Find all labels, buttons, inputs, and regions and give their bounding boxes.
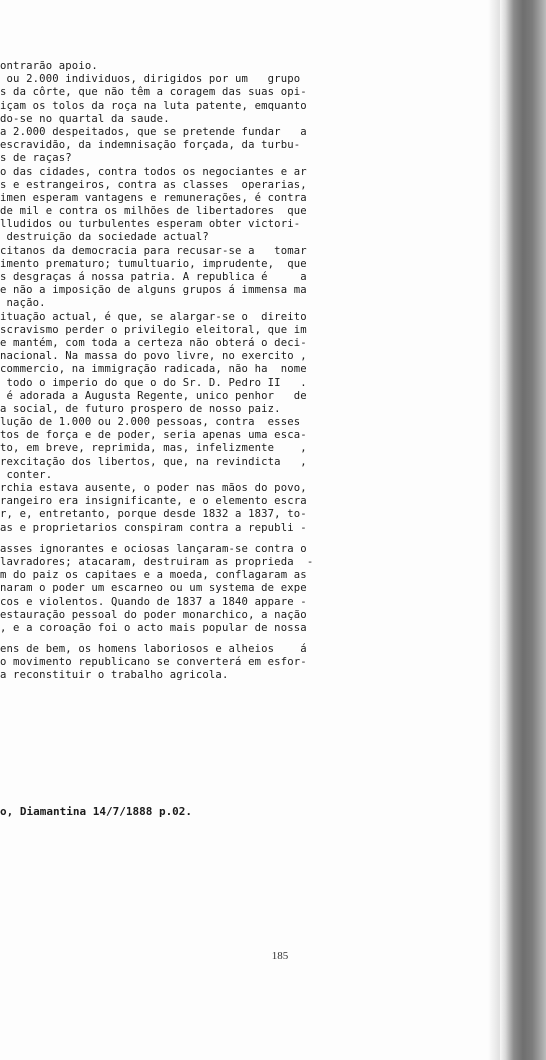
- text-line: e não a imposição de alguns grupos á immensa ma: [0, 284, 307, 297]
- text-line: lavradores; atacaram, destruiram as propriedа -: [0, 555, 314, 568]
- text-line: lução de 1.000 ou 2.000 pessoas, contra esses: [0, 416, 301, 429]
- text-line: içam os tolos da roça na luta patente, emquanto: [0, 99, 307, 112]
- text-line: commercio, na immigração radicada, não ha nome: [0, 363, 307, 376]
- text-line: ou 2.000 individuos, dirigidos por um grupo: [0, 73, 301, 86]
- text-line: escravidão, da indemnisação forçada, da turbu-: [0, 139, 301, 152]
- text-line: a reconstituir o trabalho agricola.: [0, 669, 229, 682]
- text-line: s e estrangeiros, contra as classes operarias,: [0, 178, 307, 191]
- paragraph-gap: [0, 535, 506, 543]
- text-line: todo o imperio do que o do Sr. D. Pedro II .: [0, 376, 307, 389]
- body-text: [0, 60, 506, 683]
- text-line: cos e violentos. Quando de 1837 a 1840 appare -: [0, 595, 307, 608]
- text-line: ens de bem, os homens laboriosos e alheios á: [0, 643, 307, 656]
- text-line: de mil e contra os milhões de libertadores que: [0, 205, 307, 218]
- text-line: nacional. Na massa do povo livre, no exercito ,: [0, 350, 307, 363]
- text-line: a social, de futuro prospero de nosso paiz.: [0, 402, 281, 415]
- text-line: asses ignorantes e ociosas lançaram-se contra o: [0, 542, 307, 555]
- text-line: o movimento republicano se converterá em esfor-: [0, 656, 307, 669]
- text-line: rchia estava ausente, o poder nas mãos do povo,: [0, 482, 307, 494]
- text-line: estauração pessoal do poder monarchico, a nação: [0, 608, 307, 621]
- text-line: imento prematuro; tumultuario, imprudente, que: [0, 257, 307, 270]
- text-line: as e proprietarios conspiram contra a republi -: [0, 521, 307, 534]
- text-line: conter.: [0, 468, 53, 481]
- text-line: naram o poder um escarneo ou um systema de expe: [0, 582, 307, 595]
- text-line: s de raças?: [0, 152, 72, 165]
- text-line: , e a coroação foi o acto mais popular de nossa: [0, 621, 307, 634]
- text-line: rexcitação dos libertos, que, na revindicta ,: [0, 455, 307, 468]
- text-line: do-se no quartal da saude.: [0, 112, 170, 125]
- binding-shadow: [488, 0, 500, 1060]
- text-line: é adorada a Augusta Regente, unico penhor de: [0, 389, 307, 402]
- book-binding-edge: [500, 0, 546, 1060]
- paragraph-gap: [0, 635, 506, 643]
- text-line: r, e, entretanto, porque desde 1832 a 1837, to-: [0, 508, 307, 521]
- text-line: nação.: [0, 297, 46, 310]
- text-line: s desgraças á nossa patria. A republica é a: [0, 271, 307, 283]
- text-line: ontrarão apoio.: [0, 60, 98, 72]
- text-line: a 2.000 despeitados, que se pretende fundar a: [0, 125, 307, 138]
- text-line: lludidos ou turbulentes esperam obter victori-: [0, 218, 301, 231]
- text-line: rangeiro era insignificante, e o elemento escra: [0, 495, 307, 508]
- text-line: scravismo perder o privilegio eleitoral, que im: [0, 323, 307, 336]
- text-line: citanos da democracia para recusar-se a tomar: [0, 244, 307, 257]
- text-line: ituação actual, é que, se alargar-se o direito: [0, 310, 307, 323]
- text-line: o das cidades, contra todos os negociantes e ar: [0, 165, 307, 178]
- source-citation: o, Diamantina 14/7/1888 p.02.: [0, 805, 193, 818]
- text-line: destruição da sociedade actual?: [0, 231, 209, 244]
- page-number: 185: [271, 950, 289, 962]
- text-line: to, em breve, reprimida, mas, infelizmente ,: [0, 442, 307, 455]
- text-line: s da côrte, que não têm a coragem das suas opi-: [0, 86, 307, 99]
- text-line: e mantém, com toda a certeza não obterá o deci-: [0, 336, 307, 349]
- text-line: imen esperam vantagens e remunerações, é contra: [0, 191, 307, 204]
- text-line: m do paiz os capitaes e a moeda, conflagaram as: [0, 569, 307, 582]
- text-line: tos de força e de poder, seria apenas uma esca-: [0, 429, 307, 442]
